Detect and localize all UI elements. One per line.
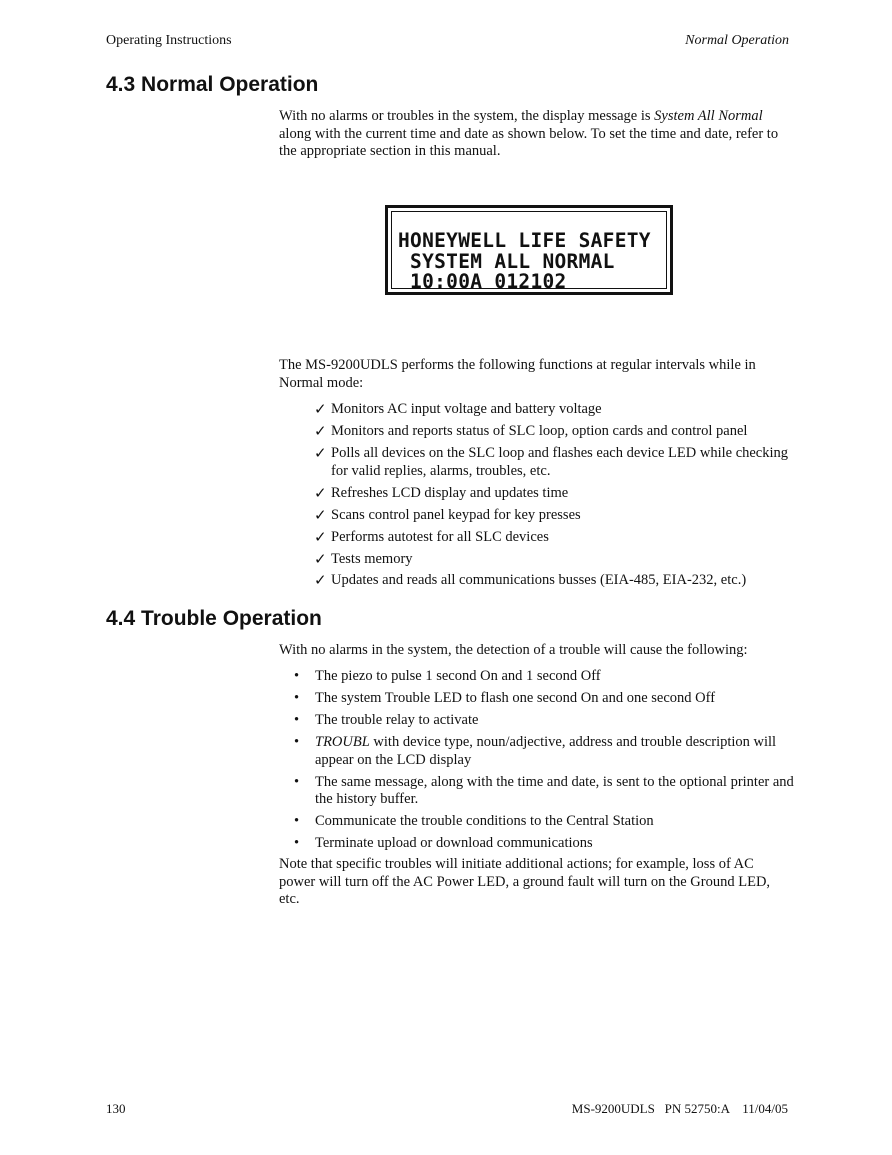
normal-operation-intro (279, 108, 789, 161)
checklist-item-text: Refreshes LCD display and updates time (331, 484, 569, 501)
checklist-item (314, 551, 794, 569)
bullet-item (294, 774, 794, 809)
check-mark-icon: ✓ (314, 400, 327, 418)
page-number: 130 (106, 1101, 126, 1116)
checklist-item (314, 572, 794, 590)
bullet-item (294, 690, 794, 708)
checklist-item-text: Scans control panel keypad for key presses (331, 506, 581, 523)
intro-text-after: along with the current time and date as shown below. To set the time and date, refer to the appropriate section in this manual. (279, 125, 779, 160)
running-header-left: Operating Instructions (106, 33, 232, 48)
bullet-item (294, 813, 794, 831)
bullet-item-text: The trouble relay to activate (315, 711, 479, 728)
check-mark-icon: ✓ (314, 527, 327, 546)
bullet-icon: • (294, 668, 300, 684)
lcd-line-1: HONEYWELL LIFE SAFETY (398, 229, 651, 252)
checklist-item (314, 507, 794, 525)
check-mark-icon: ✓ (314, 421, 327, 440)
bullet-item (294, 835, 794, 853)
bullet-item-text: Terminate upload or download communications (315, 835, 593, 852)
checklist-item (314, 423, 794, 441)
check-mark-icon: ✓ (314, 505, 327, 524)
intro-text-before: With no alarms or troubles in the system, the display message is (279, 108, 655, 124)
checklist-item (314, 445, 794, 480)
trouble-note: Note that specific troubles will initiate additional actions; for example, loss of AC power will turn off the AC Power LED, a ground fault will turn on the Ground LED, etc. (279, 856, 771, 908)
check-mark-icon: ✓ (314, 549, 327, 568)
bullet-item-italic: TROUBL (315, 733, 370, 750)
functions-intro: The MS-9200UDLS performs the following functions at regular intervals while in Normal mode: (279, 357, 756, 391)
checklist-item-text: Polls all devices on the SLC loop and flashes each device LED while checking for valid replies, alarms, troubles, etc. (331, 444, 789, 479)
lcd-line-3: 10:00A 012102 (398, 270, 567, 293)
checklist-item-text: Monitors AC input voltage and battery voltage (331, 401, 602, 417)
bullet-icon: • (294, 733, 300, 750)
check-mark-icon: ✓ (314, 571, 327, 590)
bullet-item-text: The system Trouble LED to flash one second On and one second Off (315, 689, 716, 706)
checklist-item-text: Updates and reads all communications busses (EIA-485, EIA-232, etc.) (331, 572, 747, 589)
bullet-item-text: The piezo to pulse 1 second On and 1 second Off (315, 668, 601, 684)
bullet-icon: • (294, 813, 300, 830)
section-heading-normal-operation: 4.3 Normal Operation (106, 73, 319, 96)
checklist-item-text: Tests memory (331, 550, 413, 567)
trouble-operation-intro: With no alarms in the system, the detection of a trouble will cause the following: (279, 642, 748, 658)
bullet-item (294, 668, 794, 686)
bullet-icon: • (294, 711, 300, 728)
check-mark-icon: ✓ (314, 443, 327, 462)
running-header-right: Normal Operation (685, 33, 789, 48)
checklist-item-text: Monitors and reports status of SLC loop, option cards and control panel (331, 422, 748, 439)
lcd-line-2: SYSTEM ALL NORMAL (398, 250, 615, 273)
check-mark-icon: ✓ (314, 483, 327, 502)
lcd-display-illustration (385, 205, 673, 295)
checklist-item (314, 529, 794, 547)
trouble-actions-list (294, 668, 794, 857)
bullet-icon: • (294, 773, 300, 790)
bullet-item (294, 734, 794, 769)
bullet-item (294, 712, 794, 730)
bullet-item-text: with device type, noun/adjective, address and trouble description will appear on the LCD display (315, 733, 777, 768)
document-id: MS-9200UDLS PN 52750:A 11/04/05 (571, 1101, 788, 1116)
checklist-item (314, 485, 794, 503)
section-heading-trouble-operation: 4.4 Trouble Operation (106, 607, 322, 630)
checklist-item (314, 401, 794, 419)
bullet-icon: • (294, 689, 300, 706)
bullet-item-text: Communicate the trouble conditions to the Central Station (315, 813, 654, 830)
functions-checklist (314, 401, 794, 594)
intro-text-italic: System All Normal (654, 108, 763, 124)
bullet-item-text: The same message, along with the time and date, is sent to the optional printer and the history buffer. (315, 773, 794, 808)
checklist-item-text: Performs autotest for all SLC devices (331, 528, 549, 545)
bullet-icon: • (294, 835, 300, 852)
